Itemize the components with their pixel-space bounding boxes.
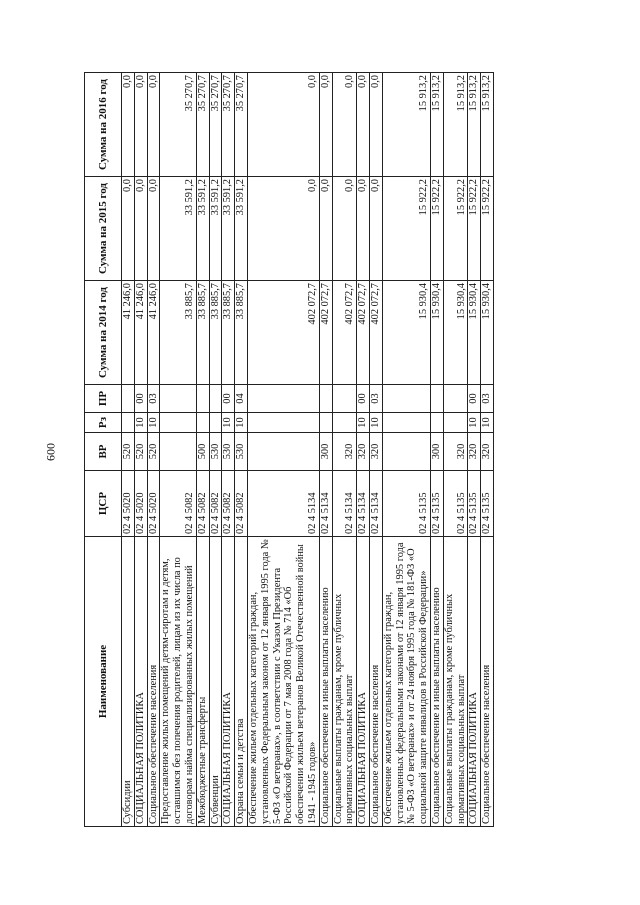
cell-y2016: 35 270,7 — [209, 73, 222, 177]
cell-vr: 320 — [332, 433, 357, 471]
cell-y2015: 15 922,2 — [430, 177, 443, 281]
cell-y2016: 35 270,7 — [196, 73, 209, 177]
cell-vr — [160, 433, 196, 471]
cell-pr — [247, 385, 319, 413]
cell-y2014: 402 072,7 — [247, 281, 319, 385]
cell-y2016: 15 913,2 — [481, 73, 494, 177]
cell-y2015: 0,0 — [122, 177, 135, 281]
cell-y2014: 15 930,4 — [468, 281, 481, 385]
table-row — [235, 73, 248, 827]
cell-rz — [443, 413, 468, 433]
cell-y2016: 0,0 — [319, 73, 332, 177]
cell-name: Социальное обеспечение населения — [481, 537, 494, 827]
cell-vr: 300 — [319, 433, 332, 471]
cell-rz: 10 — [235, 413, 248, 433]
header-year-2015: Сумма на 2015 год — [85, 177, 122, 281]
table-row — [122, 73, 135, 827]
table-row — [247, 73, 319, 827]
cell-vr — [247, 433, 319, 471]
cell-rz — [196, 413, 209, 433]
cell-y2014: 402 072,7 — [357, 281, 370, 385]
table-body — [122, 73, 494, 827]
cell-pr: 00 — [222, 385, 235, 413]
cell-name: Социальные выплаты гражданам, кроме публичных нормативных социальных выплат — [332, 537, 357, 827]
cell-rz: 10 — [357, 413, 370, 433]
cell-vr: 320 — [443, 433, 468, 471]
cell-y2015: 15 922,2 — [382, 177, 430, 281]
cell-name: Социальное обеспечение населения — [369, 537, 382, 827]
cell-y2016: 15 913,2 — [443, 73, 468, 177]
cell-csr: 02 4 5134 — [247, 471, 319, 537]
cell-csr: 02 4 5135 — [481, 471, 494, 537]
cell-y2015: 33 591,2 — [196, 177, 209, 281]
cell-y2016: 0,0 — [122, 73, 135, 177]
cell-y2014: 15 930,4 — [481, 281, 494, 385]
cell-vr: 500 — [196, 433, 209, 471]
cell-y2016: 15 913,2 — [430, 73, 443, 177]
cell-y2016: 0,0 — [147, 73, 160, 177]
cell-y2015: 0,0 — [147, 177, 160, 281]
header-name: Наименование — [85, 537, 122, 827]
cell-rz — [319, 413, 332, 433]
cell-y2014: 402 072,7 — [369, 281, 382, 385]
cell-y2014: 33 885,7 — [209, 281, 222, 385]
table-row — [357, 73, 370, 827]
cell-csr: 02 4 5135 — [430, 471, 443, 537]
cell-rz: 10 — [147, 413, 160, 433]
cell-csr: 02 4 5134 — [332, 471, 357, 537]
cell-y2015: 0,0 — [134, 177, 147, 281]
page-number: 600 — [43, 443, 58, 461]
cell-y2015: 0,0 — [319, 177, 332, 281]
cell-y2014: 41 246,0 — [122, 281, 135, 385]
cell-vr: 530 — [222, 433, 235, 471]
cell-csr: 02 4 5134 — [357, 471, 370, 537]
cell-csr: 02 4 5082 — [235, 471, 248, 537]
cell-y2015: 33 591,2 — [160, 177, 196, 281]
cell-y2016: 15 913,2 — [468, 73, 481, 177]
cell-vr: 520 — [122, 433, 135, 471]
cell-pr — [196, 385, 209, 413]
table-row — [430, 73, 443, 827]
cell-y2016: 35 270,7 — [160, 73, 196, 177]
table-row — [382, 73, 430, 827]
cell-rz: 10 — [222, 413, 235, 433]
cell-y2015: 15 922,2 — [468, 177, 481, 281]
table-row — [468, 73, 481, 827]
cell-name: Социальное обеспечение и иные выплаты населению — [319, 537, 332, 827]
cell-y2015: 0,0 — [332, 177, 357, 281]
cell-y2016: 0,0 — [369, 73, 382, 177]
cell-csr: 02 4 5020 — [122, 471, 135, 537]
cell-csr: 02 4 5082 — [222, 471, 235, 537]
cell-name: Обеспечение жильем отдельных категорий граждан, установленных Федеральным законом от 12 января 1995 года № 5-ФЗ «О ветеранах», в соответствии с Указом Президента Российской Федерации от 7 мая 2008 года № 714 «Об обеспечении жильем ветеранов Великой Отечественной войны 1941 - 1945 годов» — [247, 537, 319, 827]
cell-y2014: 41 246,0 — [147, 281, 160, 385]
cell-y2015: 0,0 — [357, 177, 370, 281]
cell-rz — [160, 413, 196, 433]
cell-y2015: 33 591,2 — [222, 177, 235, 281]
cell-name: СОЦИАЛЬНАЯ ПОЛИТИКА — [468, 537, 481, 827]
budget-table — [84, 72, 494, 827]
cell-csr: 02 4 5135 — [382, 471, 430, 537]
table-row — [443, 73, 468, 827]
cell-vr: 520 — [147, 433, 160, 471]
cell-rz: 10 — [481, 413, 494, 433]
cell-rz — [209, 413, 222, 433]
cell-y2014: 33 885,7 — [235, 281, 248, 385]
cell-name: Обеспечение жильем отдельных категорий граждан, установленных федеральными законами от 12 января 1995 года № 5-ФЗ «О ветеранах» и от 24 ноября 1995 года № 181-ФЗ «О социальной защите инвалидов в Российской Федерации» — [382, 537, 430, 827]
cell-csr: 02 4 5134 — [369, 471, 382, 537]
cell-name: Предоставление жилых помещений детям-сиротам и детям, оставшимся без попечения родителей, лицам из их числа по договорам найма специализированных жилых помещений — [160, 537, 196, 827]
cell-name: Субвенции — [209, 537, 222, 827]
cell-csr: 02 4 5020 — [147, 471, 160, 537]
table-row — [160, 73, 196, 827]
cell-y2016: 35 270,7 — [222, 73, 235, 177]
cell-vr: 520 — [134, 433, 147, 471]
cell-csr: 02 4 5082 — [209, 471, 222, 537]
cell-y2015: 33 591,2 — [235, 177, 248, 281]
table-row — [369, 73, 382, 827]
table-row — [209, 73, 222, 827]
cell-pr — [332, 385, 357, 413]
cell-y2016: 0,0 — [247, 73, 319, 177]
cell-name: СОЦИАЛЬНАЯ ПОЛИТИКА — [134, 537, 147, 827]
cell-y2014: 33 885,7 — [160, 281, 196, 385]
cell-rz — [382, 413, 430, 433]
table-row — [222, 73, 235, 827]
cell-y2015: 15 922,2 — [443, 177, 468, 281]
cell-rz — [430, 413, 443, 433]
cell-y2014: 33 885,7 — [222, 281, 235, 385]
cell-csr: 02 4 5134 — [319, 471, 332, 537]
cell-pr: 03 — [481, 385, 494, 413]
cell-name: Социальное обеспечение и иные выплаты населению — [430, 537, 443, 827]
cell-vr: 320 — [357, 433, 370, 471]
cell-vr: 320 — [481, 433, 494, 471]
cell-pr: 00 — [468, 385, 481, 413]
cell-rz: 10 — [468, 413, 481, 433]
cell-pr: 03 — [369, 385, 382, 413]
cell-y2015: 15 922,2 — [481, 177, 494, 281]
cell-y2014: 15 930,4 — [382, 281, 430, 385]
cell-name: СОЦИАЛЬНАЯ ПОЛИТИКА — [357, 537, 370, 827]
cell-y2014: 402 072,7 — [319, 281, 332, 385]
cell-name: Социальное обеспечение населения — [147, 537, 160, 827]
table-row — [196, 73, 209, 827]
cell-pr — [382, 385, 430, 413]
rotated-table-container — [84, 73, 556, 827]
cell-pr: 00 — [134, 385, 147, 413]
table-row — [319, 73, 332, 827]
cell-csr: 02 4 5135 — [468, 471, 481, 537]
cell-pr — [122, 385, 135, 413]
cell-y2016: 0,0 — [332, 73, 357, 177]
cell-y2015: 0,0 — [247, 177, 319, 281]
cell-y2016: 35 270,7 — [235, 73, 248, 177]
table-row — [332, 73, 357, 827]
cell-pr — [430, 385, 443, 413]
cell-vr: 530 — [209, 433, 222, 471]
cell-rz — [122, 413, 135, 433]
cell-vr — [382, 433, 430, 471]
cell-y2014: 402 072,7 — [332, 281, 357, 385]
cell-y2014: 15 930,4 — [443, 281, 468, 385]
cell-pr: 00 — [357, 385, 370, 413]
cell-vr: 530 — [235, 433, 248, 471]
header-year-2016: Сумма на 2016 год — [85, 73, 122, 177]
cell-csr: 02 4 5135 — [443, 471, 468, 537]
table-row — [134, 73, 147, 827]
table-row — [481, 73, 494, 827]
cell-rz: 10 — [369, 413, 382, 433]
cell-csr: 02 4 5082 — [196, 471, 209, 537]
cell-name: Охрана семьи и детства — [235, 537, 248, 827]
cell-pr — [209, 385, 222, 413]
header-rz: Рз — [85, 413, 122, 433]
cell-vr: 320 — [468, 433, 481, 471]
cell-vr: 320 — [369, 433, 382, 471]
cell-y2015: 0,0 — [369, 177, 382, 281]
cell-vr: 300 — [430, 433, 443, 471]
cell-y2015: 33 591,2 — [209, 177, 222, 281]
cell-rz — [247, 413, 319, 433]
cell-pr — [319, 385, 332, 413]
header-pr: ПР — [85, 385, 122, 413]
cell-y2016: 0,0 — [357, 73, 370, 177]
cell-name: Субсидии — [122, 537, 135, 827]
cell-y2016: 0,0 — [134, 73, 147, 177]
cell-name: Социальные выплаты гражданам, кроме публичных нормативных социальных выплат — [443, 537, 468, 827]
cell-csr: 02 4 5020 — [134, 471, 147, 537]
header-csr: ЦСР — [85, 471, 122, 537]
cell-name: СОЦИАЛЬНАЯ ПОЛИТИКА — [222, 537, 235, 827]
table-row — [147, 73, 160, 827]
cell-csr: 02 4 5082 — [160, 471, 196, 537]
cell-y2014: 15 930,4 — [430, 281, 443, 385]
header-year-2014: Сумма на 2014 год — [85, 281, 122, 385]
cell-pr — [160, 385, 196, 413]
cell-pr — [443, 385, 468, 413]
cell-y2014: 33 885,7 — [196, 281, 209, 385]
cell-y2016: 15 913,2 — [382, 73, 430, 177]
cell-y2014: 41 246,0 — [134, 281, 147, 385]
cell-pr: 04 — [235, 385, 248, 413]
header-vr: ВР — [85, 433, 122, 471]
cell-rz: 10 — [134, 413, 147, 433]
cell-rz — [332, 413, 357, 433]
table-header-row — [85, 73, 122, 827]
cell-pr: 03 — [147, 385, 160, 413]
cell-name: Межбюджетные трансферты — [196, 537, 209, 827]
